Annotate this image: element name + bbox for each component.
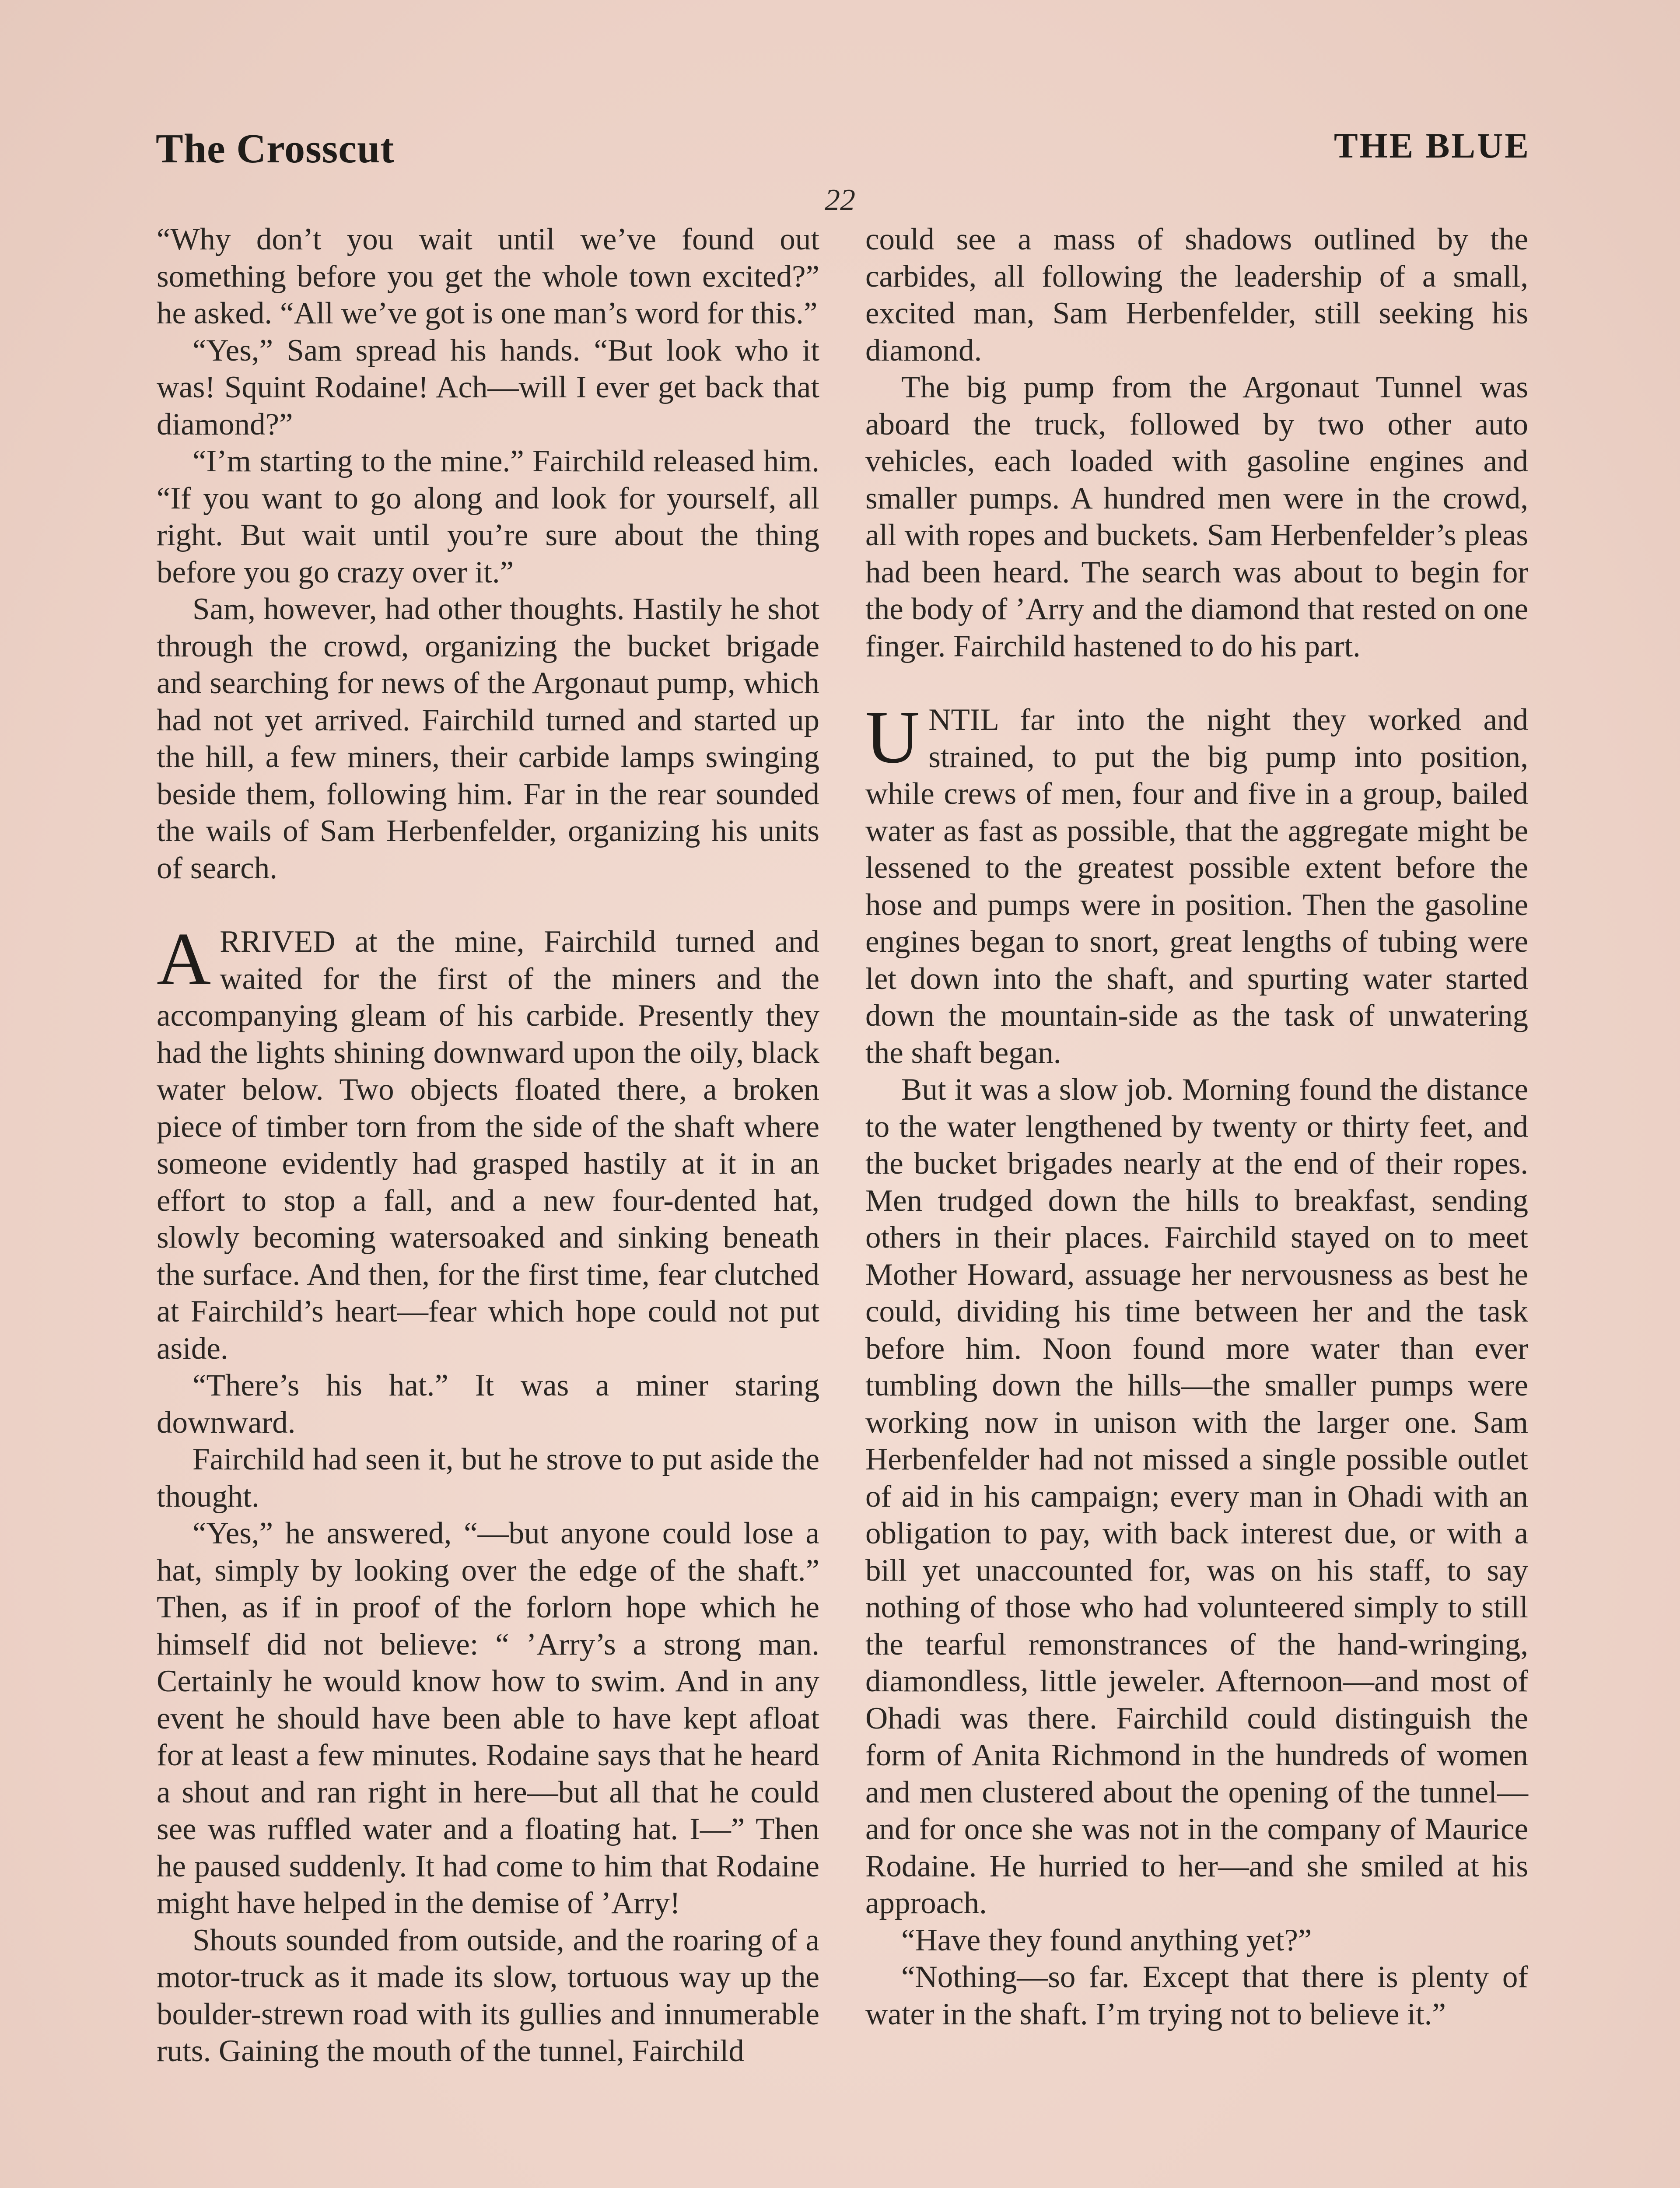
paragraph-text: NTIL far into the night they worked and strained, to put the big pump into position, while crews of men, four and five in a group, bailed water as fast as possible, that the aggregate might be lessened to the greatest possible extent before the hose and pumps were in position. Then the gasoline engines began to snort, great lengths of tubing were let down into the shaft, and spurting water started down the mountain-side as the task of unwatering the shaft began.: [865, 703, 1528, 1070]
section-paragraph: [865, 696, 1528, 1071]
paragraph: “Why don’t you wait until we’ve found out something before you get the whole town excited?” he asked. “All we’ve got is one man’s word for this.”: [157, 222, 819, 330]
paragraph: The big pump from the Argonaut Tunnel was aboard the truck, followed by two other auto vehicles, each loaded with gasoline engines and smaller pumps. A hundred men were in the crowd, all with ropes and buckets. Sam Herbenfelder’s pleas had been heard. The search was about to begin for the body of ’Arry and the diamond that rested on one finger. Fairchild hastened to do his part.: [865, 370, 1528, 663]
running-head-title: The Crosscut: [156, 126, 395, 172]
paragraph: “Yes,” Sam spread his hands. “But look who it was! Squint Rodaine! Ach—will I ever get back that diamond?”: [157, 333, 819, 442]
drop-cap: A: [157, 918, 211, 1001]
paragraph: Fairchild had seen it, but he strove to put aside the thought.: [157, 1442, 819, 1514]
paragraph: “Yes,” he answered, “—but anyone could lose a hat, simply by looking over the edge of the shaft.” Then, as if in proof of the forlorn hope which he himself did not believe: “ ’Arry’s a strong man. Certainly he would know how to swim. And in any event he should have been able to have kept afloat for at least a few minutes. Rodaine says that he heard a shout and ran right in here—but all that he could see was ruffled water and a floating hat. I—” Then he paused suddenly. It had come to him that Rodaine might have helped in the demise of ’Arry!: [157, 1516, 819, 1920]
right-column: [865, 221, 1528, 2033]
paragraph-text: RRIVED at the mine, Fairchild turned and waited for the first of the miners and the accompanying gleam of his carbide. Presently they had the lights shining downward upon the oily, black water below. Two objects floated there, a broken piece of timber torn from the side of the shaft where someone evidently had grasped hastily at it in an effort to stop a fall, and a new four-dented hat, slowly becoming watersoaked and sinking beneath the surface. And then, for the first time, fear clutched at Fairchild’s heart—fear which hope could not put aside.: [157, 925, 819, 1366]
paragraph: “I’m starting to the mine.” Fairchild released him. “If you want to go along and look for yourself, all right. But wait until you’re sure about the thing before you go crazy over it.”: [157, 444, 819, 589]
section-paragraph: [157, 918, 819, 1367]
paragraph: Sam, however, had other thoughts. Hastily he shot through the crowd, organizing the bucket brigade and searching for news of the Argonaut pump, which had not yet arrived. Fairchild turned and started up the hill, a few miners, their carbide lamps swinging beside them, following him. Far in the rear sounded the wails of Sam Herbenfelder, organizing his units of search.: [157, 592, 819, 885]
paragraph: “Nothing—so far. Except that there is plenty of water in the shaft. I’m trying not to believe it.”: [865, 1960, 1528, 2031]
paragraph: could see a mass of shadows outlined by the carbides, all following the leadership of a small, excited man, Sam Herbenfelder, still seeking his diamond.: [865, 222, 1528, 368]
page-number: 22: [825, 183, 855, 217]
paragraph: Shouts sounded from outside, and the roaring of a motor-truck as it made its slow, tortuous way up the boulder-strewn road with its gullies and innumerable ruts. Gaining the mouth of the tunnel, Fairchild: [157, 1923, 819, 2068]
left-column: [157, 221, 819, 2070]
paragraph: “Have they found anything yet?”: [901, 1923, 1312, 1957]
paragraph: “There’s his hat.” It was a miner staring downward.: [157, 1368, 819, 1440]
paragraph: But it was a slow job. Morning found the distance to the water lengthened by twenty or thirty feet, and the bucket brigades nearly at the end of their ropes. Men trudged down the hills to breakfast, sending others in their places. Fairchild stayed on to meet Mother Howard, assuage her nervousness as best he could, dividing his time between her and the task before him. Noon found more water than ever tumbling down the hills—the smaller pumps were working now in unison with the larger one. Sam Herbenfelder had not missed a single possible outlet of aid in his campaign; every man in Ohadi with an obligation to pay, with back interest due, or with a bill yet unaccounted for, was on his staff, to say nothing of those who had volunteered simply to still the tearful remonstrances of the hand-wringing, diamondless, little jeweler. Afternoon—and most of Ohadi was there. Fairchild could distinguish the form of Anita Richmond in the hundreds of women and men clustered about the opening of the tunnel—and for once she was not in the company of Maurice Rodaine. He hurried to her—and she smiled at his approach.: [865, 1073, 1528, 1920]
drop-cap: U: [865, 696, 920, 779]
running-head-magazine: THE BLUE: [1334, 126, 1530, 165]
